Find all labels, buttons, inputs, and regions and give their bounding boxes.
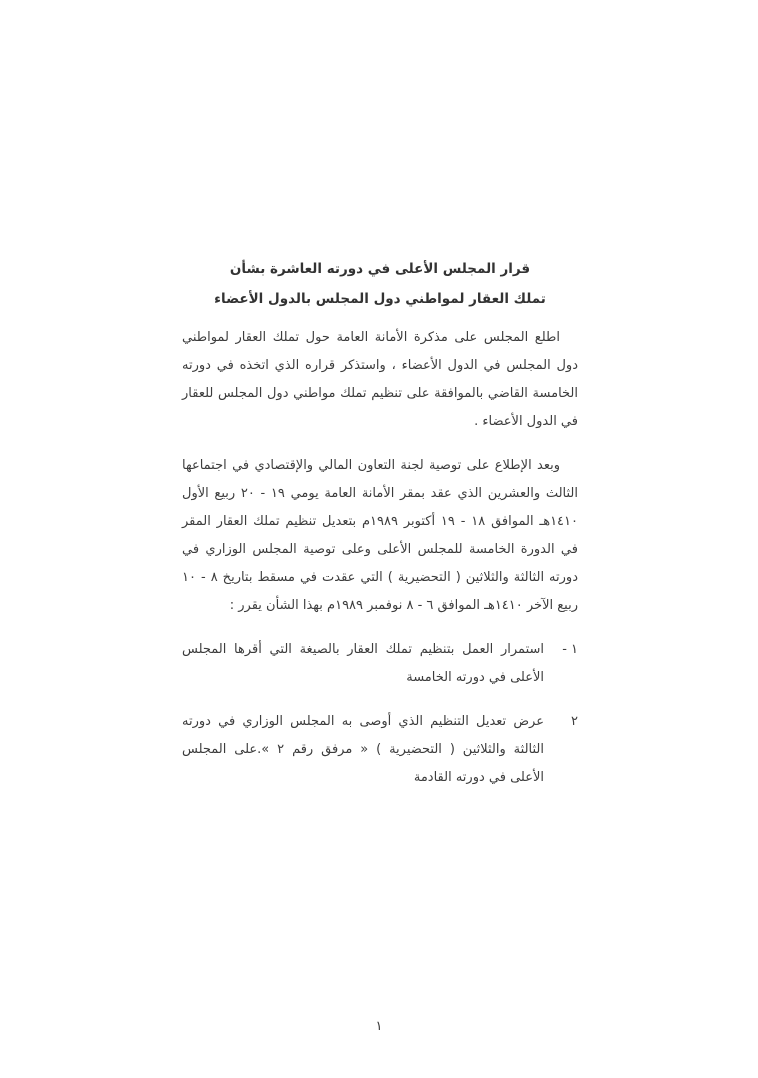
item-marker: ٢ [571,714,578,729]
title-line-1: قرار المجلس الأعلى في دورته العاشرة بشأن [229,261,531,277]
list-item [182,636,578,692]
page-number: ١ [375,1019,383,1034]
list-item [182,708,578,792]
decision-items-list [182,636,578,792]
document-title [182,254,578,314]
item-text: عرض تعديل التنظيم الذي أوصى به المجلس الوزاري في دورته الثالثة والثلاثين ( التحضيرية ) « مرفق رقم ٢ ».على المجلس الأعلى في دورته القادمة [182,714,544,785]
title-line-2: تملك العقار لمواطني دول المجلس بالدول الأعضاء [214,291,546,307]
document-body [182,254,578,808]
paragraph-preamble-2: وبعد الإطلاع على توصية لجنة التعاون المالي والإقتصادي في اجتماعها الثالث والعشرين الذي عقد بمقر الأمانة العامة يومي ١٩ - ٢٠ ربيع الأول ١٤١٠هـ الموافق ١٨ - ١٩ أكتوبر ١٩٨٩م بتعديل تنظيم تملك العقار المقر في الدورة الخامسة للمجلس الأعلى وعلى توصية المجلس الوزاري في دورته الثالثة والثلاثين ( التحضيرية ) التي عقدت في مسقط بتاريخ ٨ - ١٠ ربيع الآخر ١٤١٠هـ الموافق ٦ - ٨ نوفمبر ١٩٨٩م بهذا الشأن يقرر : [182,458,578,613]
paragraph-preamble-1: اطلع المجلس على مذكرة الأمانة العامة حول تملك العقار لمواطني دول المجلس في الدول الأعضاء ، واستذكر قراره الذي اتخذه في دورته الخامسة القاضي بالموافقة على تنظيم تملك مواطني دول المجلس للعقار في الدول الأعضاء . [182,330,578,429]
item-text: استمرار العمل بتنظيم تملك العقار بالصيغة التي أقرها المجلس الأعلى في دورته الخامسة [182,642,544,685]
item-marker: ١ - [562,642,578,657]
